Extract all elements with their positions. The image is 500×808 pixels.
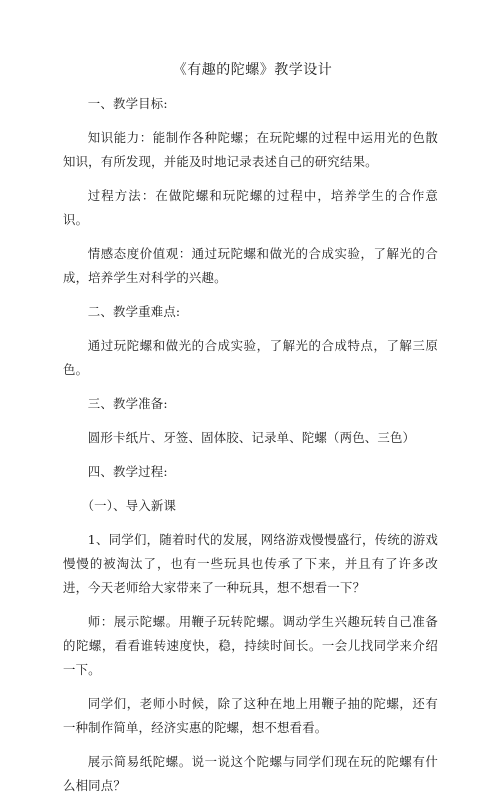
document-page <box>63 60 438 808</box>
paragraph-teacher-demo: 师：展示陀螺。用鞭子玩转陀螺。调动学生兴趣玩转自己准备的陀螺，看看谁转速度快，稳，持续时间长。一会儿找同学来介绍一下。 <box>63 614 438 677</box>
paragraph-preparation: 圆形卡纸片、牙签、固体胶、记录单、陀螺（两色、三色） <box>87 430 416 445</box>
paragraph-key-points: 通过玩陀螺和做光的合成实验，了解光的合成特点，了解三原色。 <box>63 338 438 377</box>
paragraph-paper-top-show: 展示简易纸陀螺。说一说这个陀螺与同学们现在玩的陀螺有什么相同点？ <box>63 754 438 793</box>
paragraph-process-method: 过程方法：在做陀螺和玩陀螺的过程中，培养学生的合作意识。 <box>63 188 438 227</box>
paragraph-intro-1: 1、同学们，随着时代的发展，网络游戏慢慢盛行，传统的游戏慢慢的被淘汰了，也有一些玩具也传承了下来，并且有了许多改进，今天老师给大家带来了一种玩具，想不想看一下？ <box>63 532 438 595</box>
heading-key-points: 二、教学重难点: <box>87 304 181 319</box>
heading-process: 四、教学过程: <box>87 464 168 479</box>
paragraph-knowledge-ability: 知识能力：能制作各种陀螺；在玩陀螺的过程中运用光的色散知识，有所发现，并能及时地记录表述自己的研究结果。 <box>63 130 438 169</box>
heading-preparation: 三、教学准备: <box>87 396 168 411</box>
heading-objectives: 一、教学目标: <box>87 96 168 111</box>
subheading-introduction: （一）、导入新课 <box>81 498 177 513</box>
paragraph-attitude-values: 情感态度价值观：通过玩陀螺和做光的合成实验，了解光的合成，培养学生对科学的兴趣。 <box>63 246 438 285</box>
paragraph-paper-top-intro: 同学们，老师小时候，除了这种在地上用鞭子抽的陀螺，还有一种制作简单，经济实惠的陀螺，想不想看看。 <box>63 696 438 735</box>
document-title: 《有趣的陀螺》教学设计 <box>172 62 333 78</box>
